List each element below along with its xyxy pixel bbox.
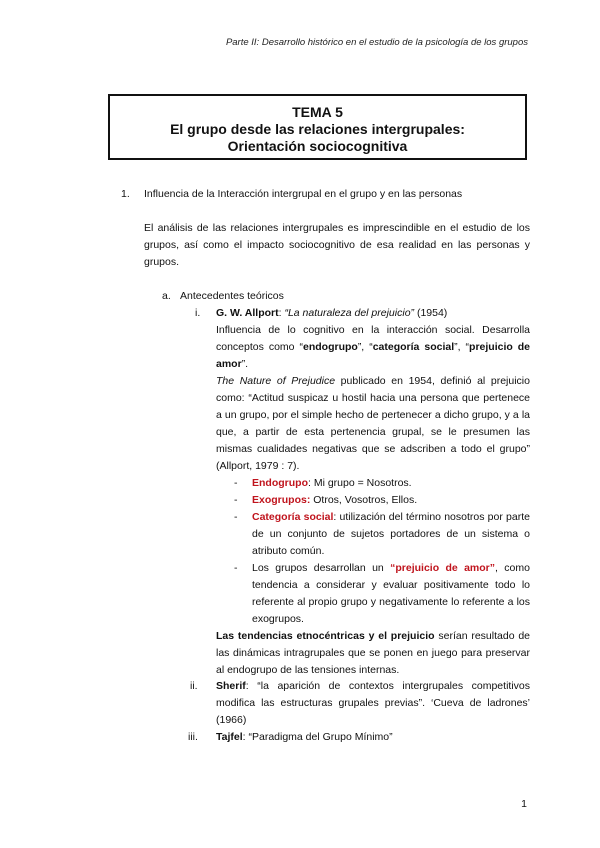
bullet-endogrupo: Endogrupo: Mi grupo = Nosotros. xyxy=(252,477,412,489)
item-ii-sherif: Sherif: “la aparición de contextos intergrupales competitivos modifica las estructuras grupales previas”. ‘Cueva de ladrones’ (1966) xyxy=(216,680,530,726)
bullet-dash: - xyxy=(234,494,238,506)
bullet-categoria-social: Categoría social: utilización del término nosotros por parte de un conjunto de sujetos portadores de un sistema o atributo común. xyxy=(252,511,530,557)
page-number: 1 xyxy=(521,798,527,810)
author-allport: G. W. Allport xyxy=(216,307,279,319)
subsection-label: Antecedentes teóricos xyxy=(180,290,284,302)
topic-title-line1: El grupo desde las relaciones intergrupales: xyxy=(170,121,465,137)
allport-paragraph-1: Influencia de lo cognitivo en la interacción social. Desarrolla conceptos como “endogrupo”, “categoría social”, “prejuicio de amor”. xyxy=(216,324,531,370)
title-box xyxy=(108,94,527,160)
bullet-dash: - xyxy=(234,562,238,574)
section-heading: Influencia de la Interacción intergrupal en el grupo y en las personas xyxy=(144,188,463,200)
work-title: “La naturaleza del prejuicio” xyxy=(284,307,415,319)
item-i-marker: i. xyxy=(195,307,201,319)
bullet-dash: - xyxy=(234,477,238,489)
allport-paragraph-2: The Nature of Prejudice publicado en 1954, definió al prejuicio como: “Actitud suspicaz u hostil hacia una persona que pertenece a un grupo, por el simple hecho de pertenecer a dicho grupo, y a la que, a partir de esta pertenencia grupal, se le presumen las mismas cualidades negativas que se adscriben a todo el grupo” (Allport, 1979 : 7). xyxy=(216,375,530,472)
item-ii-marker: ii. xyxy=(190,680,198,692)
item-i-heading: G. W. Allport: “La naturaleza del prejuicio” (1954) xyxy=(216,307,448,319)
item-iii-marker: iii. xyxy=(188,731,198,743)
running-header: Parte II: Desarrollo histórico en el estudio de la psicología de los grupos xyxy=(225,37,528,48)
intro-paragraph: El análisis de las relaciones intergrupales es imprescindible en el estudio de los grupos, así como el impacto sociocognitivo de esa realidad en las personas y grupos. xyxy=(144,222,530,268)
topic-title-line2: Orientación sociocognitiva xyxy=(227,138,408,154)
item-iii-tajfel: Tajfel: “Paradigma del Grupo Mínimo” xyxy=(216,731,393,743)
bullet-exogrupos: Exogrupos: Otros, Vosotros, Ellos. xyxy=(252,494,418,506)
section-number: 1. xyxy=(121,188,130,200)
topic-number: TEMA 5 xyxy=(292,104,343,120)
bullet-prejuicio-de-amor: Los grupos desarrollan un “prejuicio de amor”, como tendencia a considerar y evaluar positivamente todo lo referente al propio grupo y negativamente lo referente a los exogrupos. xyxy=(252,562,530,625)
subsection-marker: a. xyxy=(162,290,171,302)
allport-paragraph-3: Las tendencias etnocéntricas y el prejuicio serían resultado de las dinámicas intragrupales que se ponen en juego para preservar al endogrupo de las tensiones internas. xyxy=(216,630,531,676)
bullet-dash: - xyxy=(234,511,238,523)
